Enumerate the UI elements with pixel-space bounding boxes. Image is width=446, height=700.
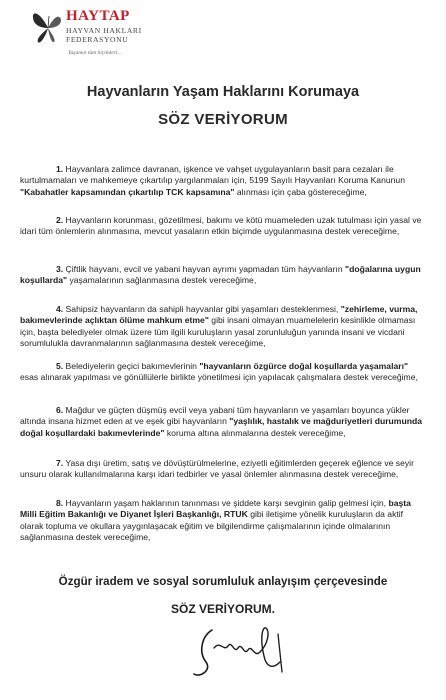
pledge-item-5 — [20, 361, 426, 384]
pledge-emphasis: "doğalarına uygun koşullarda" — [20, 264, 421, 286]
pledge-text: Mağdur ve güçten düşmüş evcil veya yabani tüm hayvanların ve yaşamları boyunca yükler altında insana hizmet eden at ve eşek gibi hayvanların — [20, 405, 410, 427]
brand-slogan: Yaşamın tüm biçimleri... — [68, 50, 122, 56]
pledge-text: yaşamalarının sağlanmasına destek vereceğime, — [67, 275, 257, 286]
pledge-text: gibi insani olmayan muamelelerin kesinlikle olmaması için, başta belediyeler olmak üzere tüm ilgili kuruluşların yasal zorunluluğun yanında insani ve vicdani sorumlulukla davranmalarının sağlanmasına destek vereceğime, — [20, 315, 416, 348]
pledge-item-2 — [20, 215, 426, 238]
closing-statement: Özgür iradem ve sosyal sorumluluk anlayışım çerçevesinde — [58, 575, 388, 588]
pledge-text: gibi iletişime yönelik kuruluşların da aktif olarak topluma ve okullara yaygınlaşacak eğitim ve bilgilendirme çalışmalarının içinde olmalarının sağlanmasına destek vereceğime, — [20, 509, 404, 542]
closing-pledge: SÖZ VERİYORUM. — [170, 602, 275, 616]
pledge-item-4 — [20, 304, 426, 349]
pledge-emphasis: "Kabahatler kapsamından çıkartılıp TCK kapsamına" — [20, 186, 235, 197]
pledge-item-3 — [20, 264, 426, 287]
pledge-number: 8. — [56, 498, 64, 508]
handwritten-signature — [190, 622, 300, 682]
pledge-number: 2. — [56, 215, 64, 225]
pledge-emphasis: başta Milli Eğitim Bakanlığı ve Diyanet İşleri Başkanlığı, RTUK — [20, 498, 411, 520]
pledge-text: Sahipsiz hayvanların da sahipli hayvanlar gibi yaşamları desteklenmesi, — [63, 304, 341, 314]
pledge-text: Yasa dışı üretim, satış ve dövüştürülmelerine, eziyetli eğitimlerden geçerek eğlence ve seyir unsuru olarak kullanılmalarına karşı idari tedbirler ve yasal önlemler alınmasına destek vereceğime, — [20, 458, 414, 480]
pledge-number: 1. — [56, 164, 64, 174]
pledge-number: 4. — [56, 304, 64, 314]
pledge-text: koruma altına alınmalarına destek vereceğime, — [164, 427, 346, 438]
pledge-item-1 — [20, 164, 426, 198]
document-title: Hayvanların Yaşam Haklarını Korumaya — [86, 84, 360, 100]
pledge-number: 7. — [56, 458, 64, 468]
pledge-text: Hayvanların korunması, gözetilmesi, bakımı ve kötü muameleden uzak tutulması için yasal ve idari tüm önlemlerin alınmasına, mevcut yasaların etkin biçimde uygulanmasına destek vereceğime, — [20, 215, 422, 237]
pledge-item-7 — [20, 458, 426, 481]
pledge-number: 3. — [56, 264, 64, 274]
butterfly-icon — [30, 6, 66, 46]
document-subtitle: SÖZ VERİYORUM — [158, 111, 288, 128]
pledge-emphasis: "yaşlılık, hastalık ve mağduriyetleri durumunda doğal koşullardaki bakımevlerinde" — [20, 416, 422, 438]
brand-name: HAYTAP — [66, 8, 130, 24]
pledge-text: Hayvanların yaşam haklarının tanınması ve şiddete karşı sevginin galip gelmesi için, — [63, 498, 389, 508]
brand-subtitle-line1: HAYVAN HAKLARI — [66, 26, 142, 35]
pledge-text: Hayvanlara zalimce davranan, işkence ve vahşet uygulayanların basit para cezaları ile kurtulmamaları ve mahkemeye çıkartılıp yargılanmaları için, 5199 Sayılı Hayvanları Koruma Kanunun — [20, 164, 405, 186]
pledge-emphasis: "hayvanların özgürce doğal koşullarda yaşamaları" — [199, 361, 409, 371]
haytap-logo — [30, 6, 170, 62]
pledge-item-6 — [20, 405, 426, 439]
pledge-text: Belediyelerin geçici bakımevlerinin — [63, 361, 200, 371]
pledge-text: Çiftlik hayvanı, evcil ve yabani hayvan ayrımı yapmadan tüm hayvanların — [63, 264, 345, 274]
brand-subtitle-line2: FEDERASYONU — [66, 35, 129, 44]
pledge-number: 5. — [56, 361, 64, 371]
pledge-item-8 — [20, 498, 426, 543]
pledge-emphasis: "zehirleme, vurma, bakımevlerinde açlıktan ölüme mahkum etme" — [20, 304, 418, 326]
pledge-text: alınması için çaba göstereceğime, — [234, 186, 367, 197]
pledge-number: 6. — [56, 405, 64, 415]
pledge-text: esas alınarak yapılması ve gönüllülerle birlikte yönetilmesi için yapılacak çalışmalara destek vereceğime, — [20, 372, 418, 383]
